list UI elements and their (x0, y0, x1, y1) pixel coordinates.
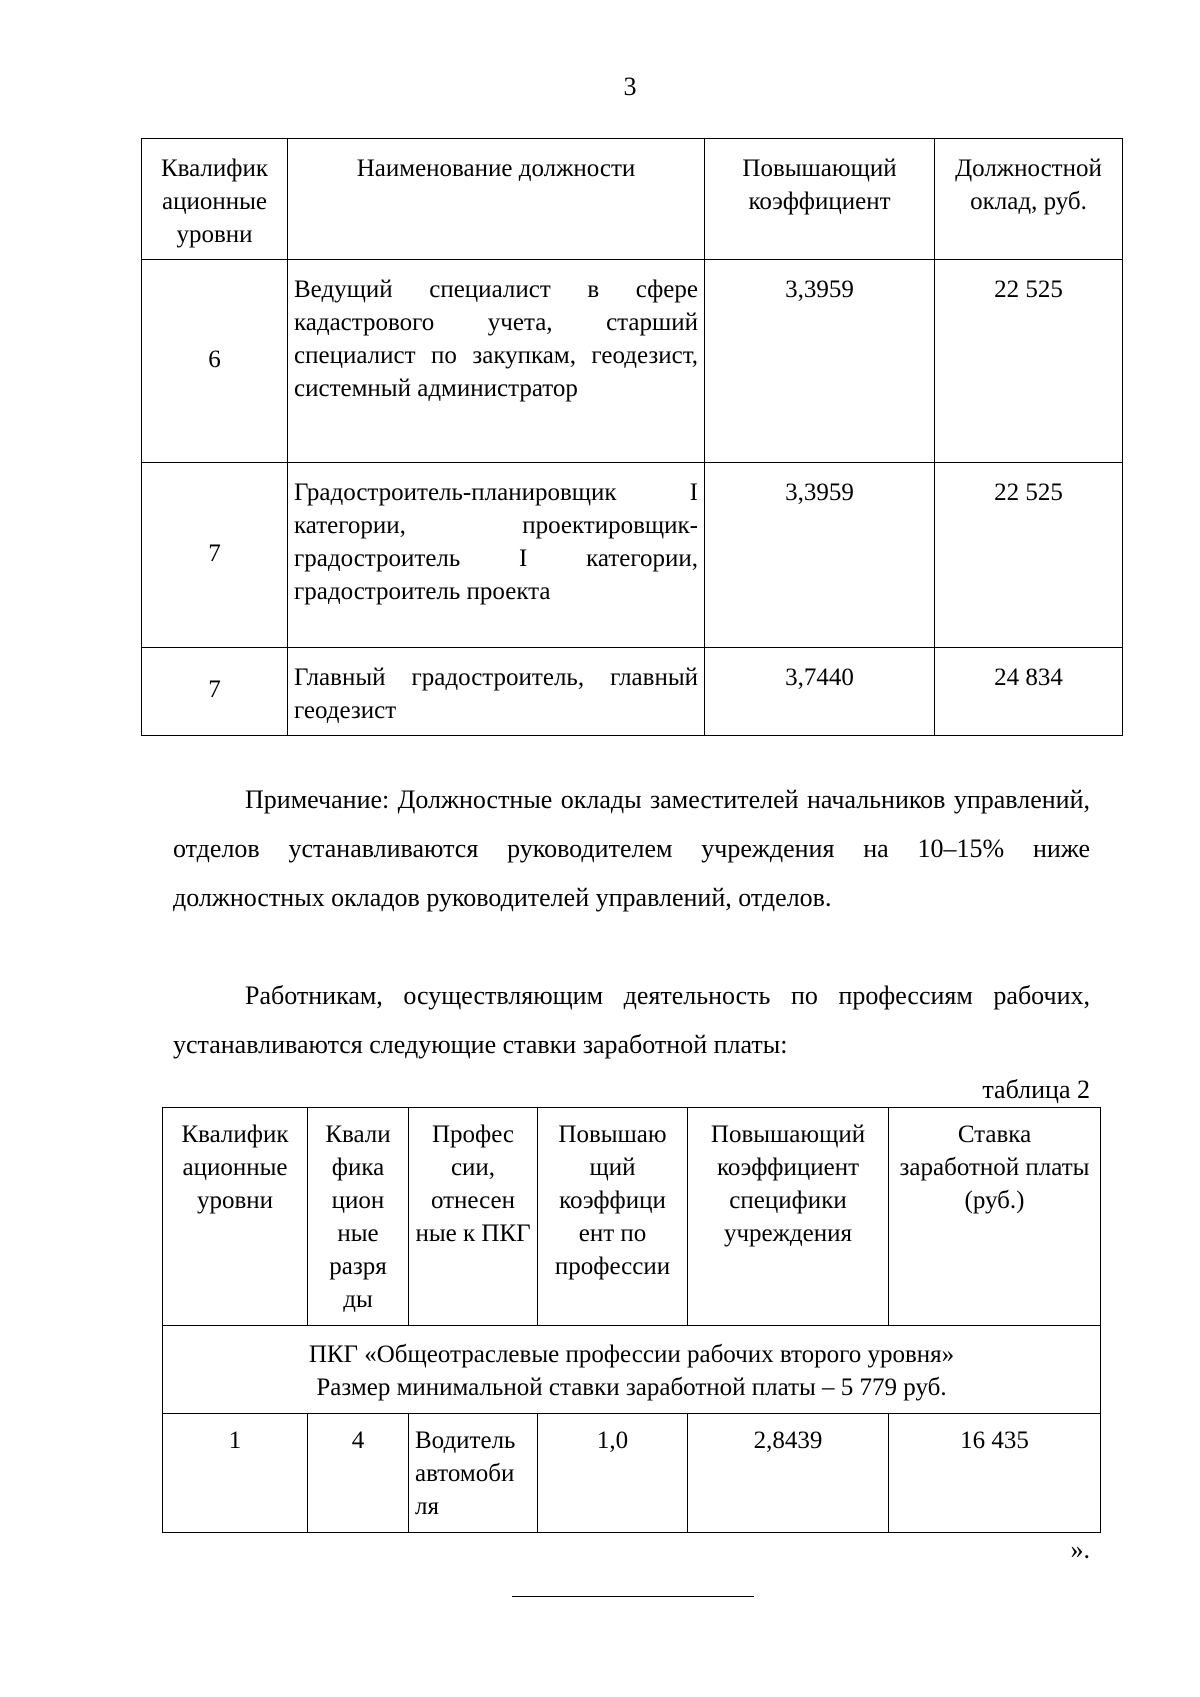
cell-level: 7 (142, 463, 288, 648)
cell-salary: 22 525 (935, 463, 1123, 648)
header-position-name: Наименование должности (288, 139, 705, 260)
cell-level: 1 (163, 1414, 308, 1533)
cell-level: 7 (142, 648, 288, 736)
table-row (142, 648, 1123, 736)
page-number: 3 (623, 72, 637, 101)
cell-salary: 22 525 (935, 260, 1123, 463)
header-qualification-levels: Квалифик ационные уровни (163, 1108, 308, 1326)
salary-table (141, 138, 1123, 736)
end-divider-line (512, 1596, 754, 1597)
header-salary: Должностной оклад, руб. (935, 139, 1123, 260)
cell-profession-coefficient: 1,0 (538, 1414, 688, 1533)
cell-specifics-coefficient: 2,8439 (688, 1414, 889, 1533)
note-paragraph: Примечание: Должностные оклады заместителей начальников управлений, отделов устанавливаются руководителем учреждения на 10–15% ниже должностных окладов руководителей управлений, отделов. (173, 785, 1090, 912)
cell-position-name: Ведущий специалист в сфере кадастрового учета, старший специалист по закупкам, геодезист, системный администратор (288, 260, 705, 463)
cell-coefficient: 3,3959 (705, 260, 935, 463)
table-row (163, 1414, 1101, 1533)
header-wage-rate: Ставка заработной платы (руб.) (889, 1108, 1101, 1326)
table-header-row (142, 139, 1123, 260)
group-cell (163, 1326, 1101, 1414)
cell-salary: 24 834 (935, 648, 1123, 736)
table-header-row (163, 1108, 1101, 1326)
table-row (142, 463, 1123, 648)
group-subtitle: Размер минимальной ставки заработной платы – 5 779 руб. (316, 1374, 947, 1401)
header-professions: Профес сии, отнесен ные к ПКГ (409, 1108, 538, 1326)
cell-position-name: Градостроитель-планировщик I категории, проектировщик-градостроитель I категории, градостроитель проекта (288, 463, 705, 648)
closing-quote-mark: ». (1070, 1535, 1090, 1564)
header-qualification-levels: Квалифик ационные уровни (142, 139, 288, 260)
cell-level: 6 (142, 260, 288, 463)
cell-grade: 4 (308, 1414, 409, 1533)
cell-coefficient: 3,3959 (705, 463, 935, 648)
group-title: ПКГ «Общеотраслевые профессии рабочих второго уровня» (308, 1341, 955, 1368)
workers-paragraph: Работникам, осуществляющим деятельность по профессиям рабочих, устанавливаются следующие ставки заработной платы: (173, 981, 1090, 1059)
header-specifics-coefficient: Повышающий коэффициент специфики учреждения (688, 1108, 889, 1326)
cell-profession: Водитель автомоби ля (409, 1414, 538, 1533)
table-caption: таблица 2 (982, 1075, 1090, 1104)
cell-position-name: Главный градостроитель, главный геодезист (288, 648, 705, 736)
header-profession-coefficient: Повышаю щий коэффици ент по профессии (538, 1108, 688, 1326)
group-row (163, 1326, 1101, 1414)
header-coefficient: Повышающий коэффициент (705, 139, 935, 260)
cell-wage-rate: 16 435 (889, 1414, 1101, 1533)
table-row (142, 260, 1123, 463)
wage-rate-table (162, 1107, 1101, 1533)
header-qualification-grades: Квали фика цион ные разря ды (308, 1108, 409, 1326)
cell-coefficient: 3,7440 (705, 648, 935, 736)
